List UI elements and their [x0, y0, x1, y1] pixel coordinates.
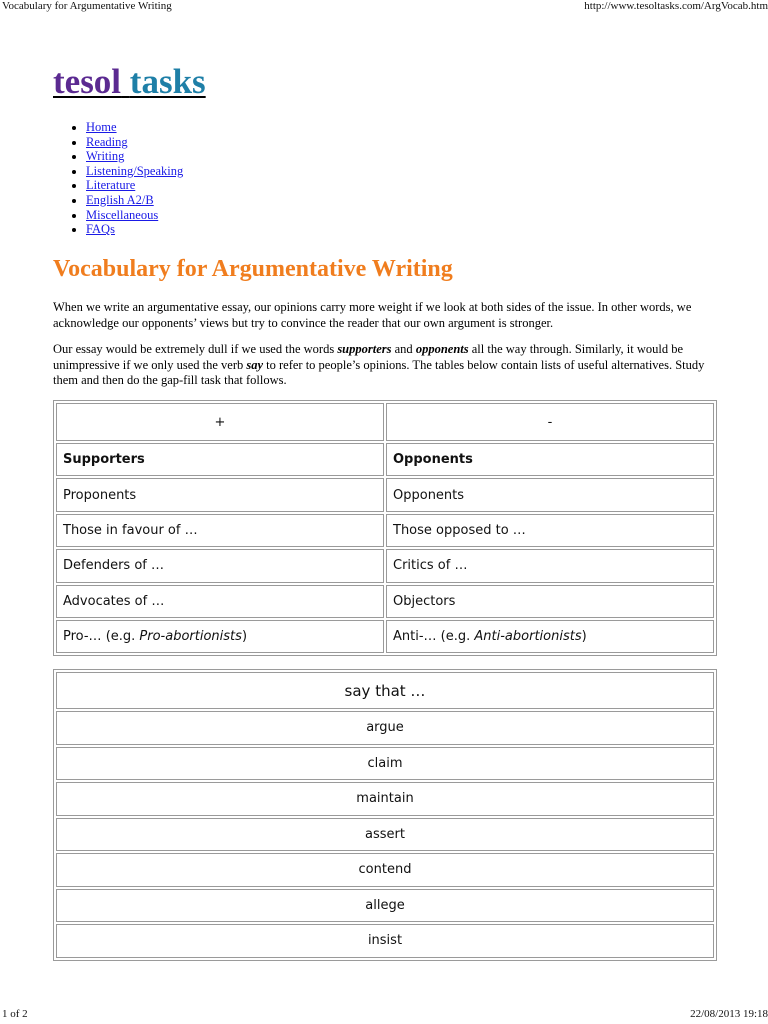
say-that-table [53, 669, 717, 961]
para2-emphasis-say: say [246, 357, 264, 372]
nav-link-miscellaneous[interactable]: Miscellaneous [86, 207, 159, 222]
table-cell [56, 620, 384, 653]
logo-word-tasks: tasks [129, 62, 206, 101]
nav-item-literature [86, 178, 183, 193]
nav-link-faqs[interactable]: FAQs [86, 222, 115, 237]
logo-word-tesol: tesol [53, 62, 122, 101]
print-footer [0, 1008, 768, 1022]
table-header-row [56, 672, 714, 709]
table-cell: Critics of … [386, 549, 714, 582]
table-cell: Opponents [386, 478, 714, 511]
table-cell: argue [56, 711, 714, 745]
table-subheader-row [56, 443, 714, 476]
table-cell: claim [56, 747, 714, 781]
cell-text: Pro-… (e.g. [63, 629, 140, 645]
print-header-url: http://www.tesoltasks.com/ArgVocab.htm [584, 0, 768, 12]
cell-text: ) [581, 629, 587, 645]
table-row [56, 853, 714, 887]
table-row [56, 514, 714, 547]
table-cell: Those opposed to … [386, 514, 714, 547]
site-logo[interactable] [53, 62, 206, 102]
cell-example: Anti-abortionists [474, 629, 582, 645]
plus-header: + [56, 403, 384, 441]
cell-example: Pro-abortionists [139, 629, 242, 645]
table-row [56, 782, 714, 816]
table-cell: Objectors [386, 585, 714, 618]
table-header-row [56, 403, 714, 441]
nav-link-literature[interactable]: Literature [86, 178, 136, 193]
table-row [56, 889, 714, 923]
nav-item-reading [86, 135, 183, 150]
page-title: Vocabulary for Argumentative Writing [53, 256, 453, 282]
say-that-header: say that … [56, 672, 714, 709]
opponents-heading: Opponents [386, 443, 714, 476]
minus-header: - [386, 403, 714, 441]
table-row [56, 818, 714, 852]
table-row [56, 711, 714, 745]
cell-text: ) [241, 629, 248, 645]
nav-item-writing [86, 149, 183, 164]
nav-item-miscellaneous [86, 208, 183, 223]
table-cell: Proponents [56, 478, 384, 511]
supporters-opponents-table [53, 400, 717, 656]
table-row [56, 478, 714, 511]
table-row [56, 620, 714, 653]
site-navigation [68, 120, 183, 237]
print-header [0, 0, 768, 14]
nav-link-english-a2b[interactable]: English A2/B [86, 192, 154, 207]
para2-text-2: and [391, 342, 416, 356]
table-cell: Those in favour of … [56, 514, 384, 547]
vocab-paragraph [53, 342, 713, 389]
cell-text: Anti-… (e.g. [393, 629, 475, 645]
table-cell: contend [56, 853, 714, 887]
intro-paragraph: When we write an argumentative essay, our opinions carry more weight if we look at both sides of the issue. In other words, we acknowledge our opponents’ views but try to convince the reader that our own argument is stronger. [53, 300, 692, 330]
print-timestamp: 22/08/2013 19:18 [690, 1008, 768, 1020]
table-row [56, 924, 714, 958]
nav-link-listening-speaking[interactable]: Listening/Speaking [86, 163, 184, 178]
table-row [56, 585, 714, 618]
para2-text-3: all the way through. Similarly, it would be unimpressive if we only used the verb [53, 342, 684, 372]
print-header-title: Vocabulary for Argumentative Writing [2, 0, 172, 12]
table-cell: assert [56, 818, 714, 852]
table-cell: Advocates of … [56, 585, 384, 618]
table-row [56, 549, 714, 582]
supporters-heading: Supporters [56, 443, 384, 476]
nav-link-writing[interactable]: Writing [86, 149, 125, 164]
table-cell: insist [56, 924, 714, 958]
nav-item-home [86, 120, 183, 135]
para2-text-1: Our essay would be extremely dull if we used the words [53, 342, 338, 356]
nav-item-faqs [86, 222, 183, 237]
table-cell: Defenders of … [56, 549, 384, 582]
table-cell [386, 620, 714, 653]
nav-link-home[interactable]: Home [86, 120, 117, 134]
nav-item-english-a2b [86, 193, 183, 208]
para2-emphasis-supporters: supporters [337, 342, 392, 356]
table-cell: maintain [56, 782, 714, 816]
nav-link-reading[interactable]: Reading [86, 134, 128, 149]
table-row [56, 747, 714, 781]
page-count: 1 of 2 [2, 1008, 28, 1020]
para2-emphasis-opponents: opponents [415, 342, 469, 356]
nav-item-listening-speaking [86, 164, 183, 179]
para2-text-4: to refer to people’s opinions. The tables below contain lists of useful alternatives. Study them and then do the gap-fill task that follows. [53, 357, 705, 387]
table-cell: allege [56, 889, 714, 923]
